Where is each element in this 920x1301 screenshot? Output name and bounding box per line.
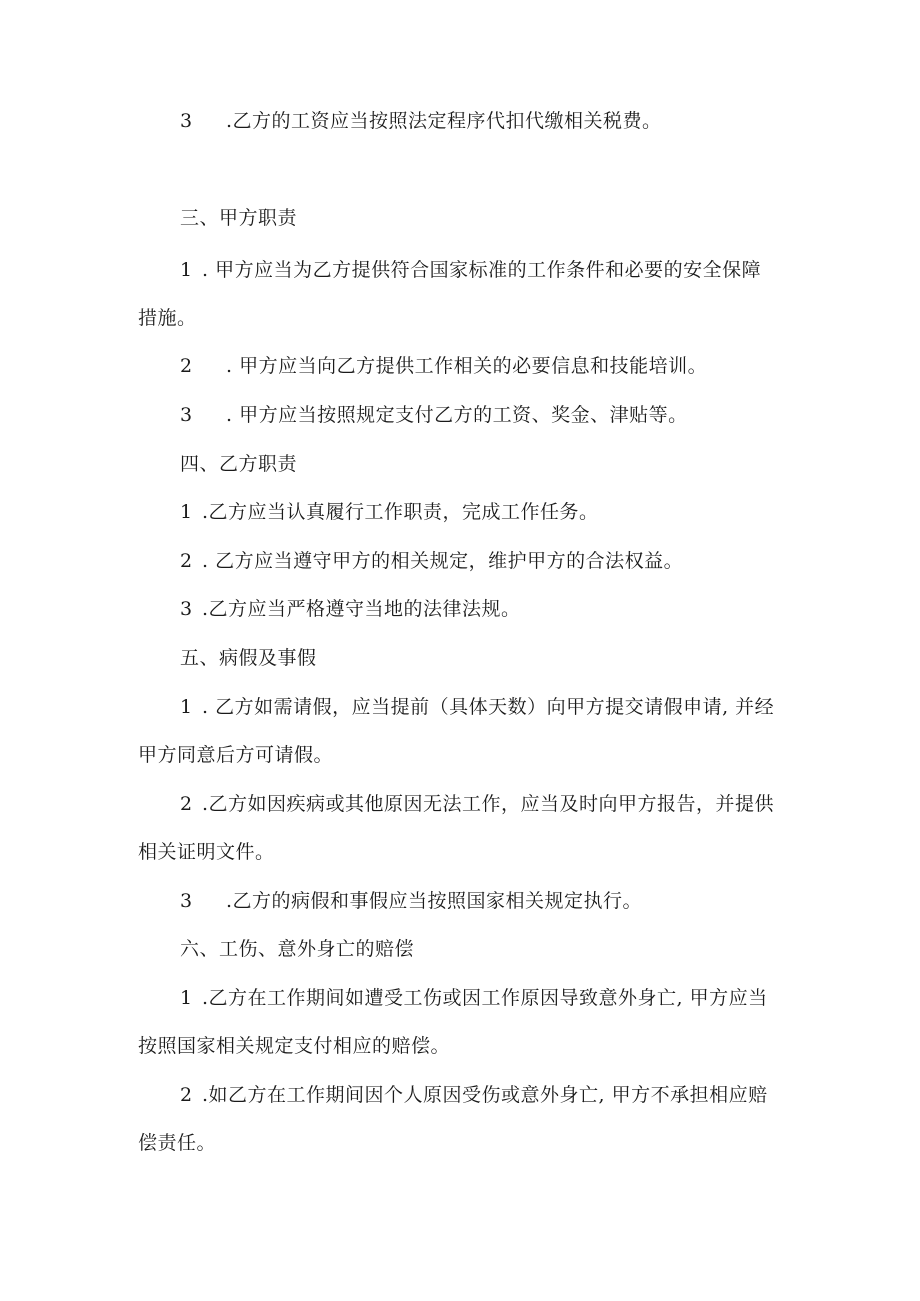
item-number: 3: [180, 110, 193, 132]
item-text: .乙方如因疾病或其他原因无法工作，应当及时向甲方报告，并提供: [202, 793, 775, 815]
section-heading-party-a-duties: 三、甲方职责: [180, 207, 298, 229]
item-text: . 乙方应当遵守甲方的相关规定，维护甲方的合法权益。: [202, 550, 684, 572]
paragraph-party-a-duty-1: [180, 258, 840, 282]
item-text: . 甲方应当向乙方提供工作相关的必要信息和技能培训。: [226, 355, 708, 377]
paragraph-leave-1: [180, 695, 840, 719]
paragraph-party-a-duty-2: [180, 354, 840, 378]
section-heading-compensation: 六、工伤、意外身亡的赔偿: [180, 938, 415, 960]
paragraph-leave-3: [180, 889, 840, 913]
item-number: 1: [180, 987, 193, 1009]
item-text: . 甲方应当按照规定支付乙方的工资、奖金、津贴等。: [226, 404, 688, 426]
item-text: .如乙方在工作期间因个人原因受伤或意外身亡, 甲方不承担相应赔: [202, 1084, 768, 1106]
item-number: 1: [180, 696, 193, 718]
item-text: .乙方应当严格遵守当地的法律法规。: [202, 598, 521, 620]
item-text: .乙方的工资应当按照法定程序代扣代缴相关税费。: [226, 110, 662, 132]
paragraph-party-b-duty-1: [180, 500, 840, 524]
item-number: 3: [180, 598, 193, 620]
item-number: 2: [180, 550, 193, 572]
item-number: 2: [180, 1084, 193, 1106]
paragraph-compensation-1: [180, 986, 840, 1010]
item-number: 3: [180, 404, 193, 426]
paragraph-continuation: 相关证明文件。: [138, 841, 275, 863]
paragraph-salary-tax: [180, 109, 840, 133]
paragraph-continuation: 按照国家相关规定支付相应的赔偿。: [138, 1035, 451, 1057]
item-number: 3: [180, 890, 193, 912]
item-text: .乙方的病假和事假应当按照国家相关规定执行。: [226, 890, 643, 912]
item-number: 2: [180, 793, 193, 815]
paragraph-compensation-2: [180, 1083, 840, 1107]
item-text: . 甲方应当为乙方提供符合国家标准的工作条件和必要的安全保障: [202, 259, 762, 281]
paragraph-continuation: 偿责任。: [138, 1132, 217, 1154]
paragraph-party-a-duty-3: [180, 403, 840, 427]
item-text: .乙方应当认真履行工作职责，完成工作任务。: [202, 501, 599, 523]
section-heading-party-b-duties: 四、乙方职责: [180, 453, 298, 475]
item-number: 1: [180, 259, 193, 281]
item-text: . 乙方如需请假，应当提前（具体天数）向甲方提交请假申请, 并经: [202, 696, 775, 718]
paragraph-party-b-duty-2: [180, 549, 840, 573]
item-text: .乙方在工作期间如遭受工伤或因工作原因导致意外身亡, 甲方应当: [202, 987, 768, 1009]
paragraph-continuation: 甲方同意后方可请假。: [138, 744, 334, 766]
paragraph-continuation: 措施。: [138, 307, 197, 329]
paragraph-party-b-duty-3: [180, 597, 840, 621]
item-number: 2: [180, 355, 193, 377]
item-number: 1: [180, 501, 193, 523]
section-heading-leave: 五、病假及事假: [180, 647, 317, 669]
paragraph-leave-2: [180, 792, 840, 816]
